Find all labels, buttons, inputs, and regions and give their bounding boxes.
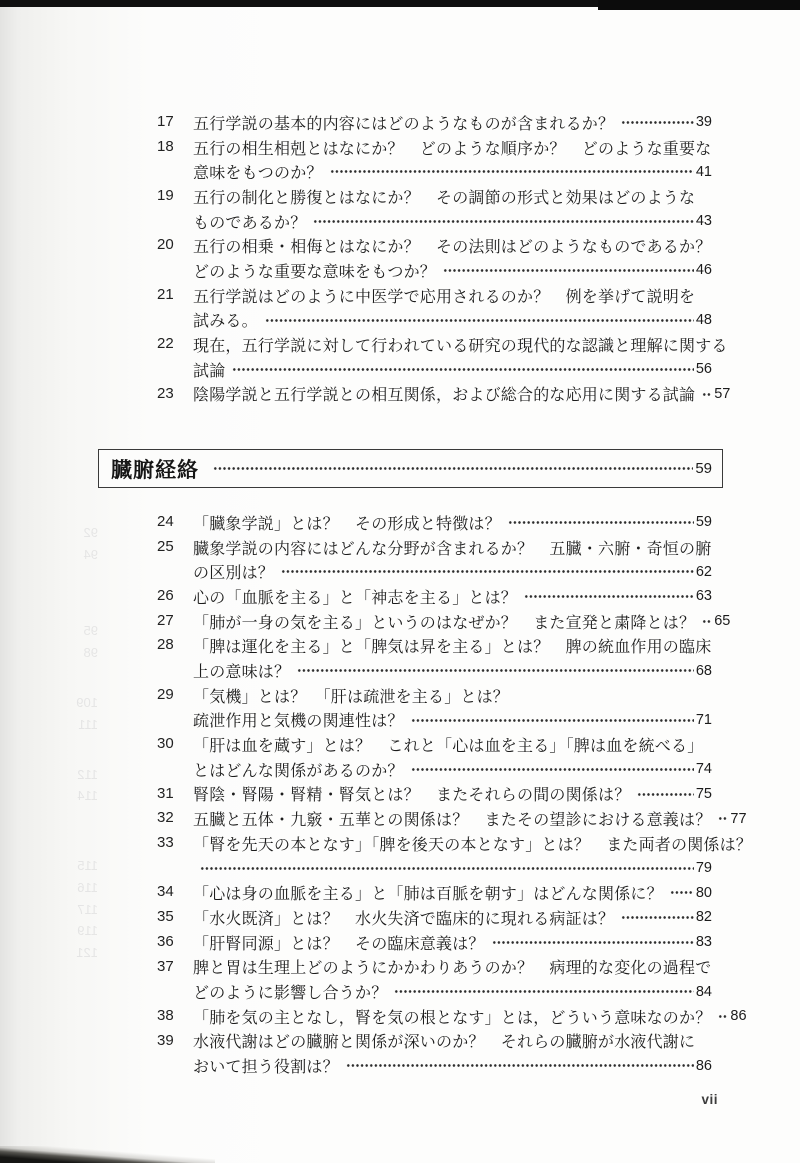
entry-page-number: 77: [730, 810, 747, 827]
showthrough-page-number: 109: [76, 695, 98, 710]
entry-text: 水液代謝はどの臓腑と関係が深いのか？ それらの臓腑が水液代謝に: [193, 1034, 696, 1052]
toc-entry: [157, 332, 728, 381]
toc-entry: [157, 732, 712, 781]
dot-leader: [621, 110, 694, 135]
entry-text: 五行の相乗・相侮とはなにか？ その法則はどのようなものであるか？: [193, 239, 712, 257]
entry-text: 「肝腎同源」とは？ その臨床意義は？: [193, 935, 485, 953]
entry-line: [193, 209, 712, 234]
dot-leader: [670, 880, 694, 905]
entry-page-number: 56: [695, 361, 712, 378]
toc-entry: [157, 535, 712, 584]
toc-entry: [157, 955, 712, 1004]
entry-line: [193, 382, 731, 407]
entry-line: [193, 308, 712, 333]
toc-entry: [157, 110, 712, 135]
entry-number: 25: [157, 537, 174, 555]
toc-entry: [157, 510, 712, 535]
entry-text: 「心は身の血脈を主る」と「肺は百脈を朝す」はどんな関係に？: [193, 886, 663, 904]
toc-entry: [157, 905, 712, 930]
entry-line: [193, 708, 712, 733]
entry-page-number: 80: [695, 884, 712, 901]
showthrough-page-number: 115: [77, 858, 98, 873]
entry-text: 上の意味は？: [193, 664, 291, 682]
entry-text: ものであるか？: [193, 214, 307, 232]
entry-number: 23: [157, 384, 174, 402]
entry-text: 臓象学説の内容にはどんな分野が含まれるか？ 五臓・六腑・奇恒の腑: [193, 540, 712, 558]
showthrough-page-number: 98: [83, 645, 98, 660]
entry-text: 試論: [193, 362, 226, 380]
entry-text: どのような重要な意味をもつか？: [193, 263, 437, 281]
entry-line: [193, 979, 712, 1004]
entry-line: [193, 1029, 712, 1054]
dot-leader: [508, 510, 694, 535]
folio-page-number: vii: [701, 1092, 718, 1107]
toc-list-main: [157, 510, 753, 1078]
entry-text: おいて担う役割は？: [193, 1059, 339, 1077]
dot-leader: [702, 382, 712, 407]
entry-page-number: 39: [695, 114, 712, 131]
entry-number: 30: [157, 735, 174, 753]
entry-text: 脾と胃は生理上どのようにかかわりあうのか？ 病理的な変化の過程で: [193, 960, 712, 978]
entry-page-number: 71: [695, 711, 712, 728]
entry-line: [193, 233, 712, 258]
dot-leader: [313, 209, 693, 234]
entry-line: [193, 332, 728, 357]
entry-page-number: 86: [695, 1057, 712, 1074]
entry-line: [193, 757, 712, 782]
entry-text: どのように影響し合うか？: [193, 985, 388, 1003]
showthrough-page-number: 114: [77, 788, 98, 803]
toc-entry: [157, 880, 712, 905]
entry-line: [193, 806, 747, 831]
showthrough-page-number: 111: [78, 717, 98, 732]
toc-list-upper: [157, 110, 731, 406]
entry-page-number: 65: [714, 613, 731, 630]
dot-leader: [492, 930, 694, 955]
entry-number: 18: [157, 137, 174, 155]
dot-leader: [718, 1004, 728, 1029]
toc-entry: [157, 233, 712, 282]
dot-leader: [411, 708, 694, 733]
entry-text: 「臓象学説」とは？ その形成と特徴は？: [193, 515, 501, 533]
entry-line: [193, 283, 712, 308]
dot-leader: [411, 757, 694, 782]
toc-entry: [157, 930, 712, 955]
dot-leader: [265, 308, 694, 333]
entry-number: 22: [157, 335, 174, 353]
entry-page-number: 43: [695, 213, 712, 230]
toc-entry: [157, 782, 712, 807]
entry-text: 腎陰・腎陽・腎精・腎気とは？ またそれらの間の関係は？: [193, 787, 631, 805]
entry-page-number: 46: [695, 262, 712, 279]
showthrough-page-number: 116: [77, 880, 98, 895]
entry-line: [193, 856, 712, 881]
toc-entry: [157, 831, 753, 880]
entry-number: 38: [157, 1006, 174, 1024]
showthrough-page-number: 95: [83, 623, 98, 638]
dot-leader: [213, 450, 693, 487]
entry-text: 陰陽学説と五行学説との相互関係，および総合的な応用に関する試論: [193, 387, 696, 405]
entry-page-number: 74: [695, 761, 712, 778]
entry-number: 39: [157, 1031, 174, 1049]
toc-entry: [157, 135, 712, 184]
toc-entry: [157, 806, 747, 831]
entry-text: とはどんな関係があるのか？: [193, 762, 404, 780]
toc-entry: [157, 609, 731, 634]
entry-line: [193, 905, 712, 930]
entry-page-number: 75: [695, 785, 712, 802]
entry-page-number: 63: [695, 588, 712, 605]
entry-page-number: 57: [714, 385, 731, 402]
scan-top-edge-right: [598, 0, 800, 10]
dot-leader: [621, 905, 694, 930]
showthrough-page-number: 112: [77, 767, 98, 782]
entry-number: 32: [157, 809, 174, 827]
entry-text: 五臓と五体・九竅・五華との関係は？ またその望診における意義は？: [193, 812, 712, 830]
dot-leader: [394, 979, 693, 1004]
entry-text: 「脾は運化を主る」と「脾気は昇を主る」とは？ 脾の統血作用の臨床: [193, 639, 712, 657]
toc-entry: [157, 1004, 747, 1029]
entry-number: 26: [157, 587, 174, 605]
entry-page-number: 41: [695, 163, 712, 180]
entry-line: [193, 135, 712, 160]
entry-line: [193, 683, 712, 708]
entry-text: の区別は？: [193, 565, 275, 583]
entry-line: [193, 357, 712, 382]
showthrough-page-number: 119: [77, 923, 98, 938]
entry-number: 34: [157, 883, 174, 901]
dot-leader: [718, 806, 728, 831]
entry-page-number: 48: [695, 311, 712, 328]
entry-text: 「腎を先天の本となす」「脾を後天の本となす」とは？ また両者の関係は？: [193, 836, 753, 854]
entry-page-number: 83: [695, 934, 712, 951]
entry-line: [193, 831, 753, 856]
dot-leader: [297, 658, 694, 683]
entry-text: 「気機」とは？ 「肝は疏泄を主る」とは？: [193, 688, 510, 706]
toc-entry: [157, 584, 712, 609]
entry-line: [193, 110, 712, 135]
dot-leader: [200, 856, 694, 881]
entry-page-number: 79: [695, 860, 712, 877]
entry-line: [193, 782, 712, 807]
entry-text: 「水火既済」とは？ 水火失済で臨床的に現れる病証は？: [193, 910, 615, 928]
showthrough-page-number: 94: [83, 547, 98, 562]
entry-number: 19: [157, 187, 174, 205]
entry-text: 五行の制化と勝復とはなにか？ その調節の形式と効果はどのような: [193, 189, 696, 207]
showthrough-page-number: 121: [76, 945, 98, 960]
entry-text: 試みる。: [193, 313, 258, 331]
entry-line: [193, 159, 712, 184]
entry-text: 現在，五行学説に対して行われている研究の現代的な認識と理解に関する: [193, 338, 728, 356]
toc-entry: [157, 184, 712, 233]
entry-page-number: 84: [695, 983, 712, 1000]
section-title: 臓腑経絡: [111, 458, 199, 482]
entry-number: 31: [157, 784, 174, 802]
entry-text: 「肺が一身の気を主る」というのはなぜか？ また宣発と粛降とは？: [193, 614, 696, 632]
entry-number: 37: [157, 957, 174, 975]
entry-line: [193, 559, 712, 584]
entry-line: [193, 732, 712, 757]
entry-number: 33: [157, 834, 174, 852]
entry-line: [193, 1053, 712, 1078]
entry-line: [193, 609, 731, 634]
entry-line: [193, 258, 712, 283]
toc-entry: [157, 633, 712, 682]
entry-text: 心の「血脈を主る」と「神志を主る」とは？: [193, 589, 518, 607]
dot-leader: [443, 258, 694, 283]
entry-text: 「肝は血を蔵す」とは？ これと「心は血を主る」「脾は血を統べる」: [193, 738, 704, 756]
entry-text: 五行学説はどのように中医学で応用されるのか？ 例を挙げて説明を: [193, 288, 696, 306]
entry-text: 「肺を気の主となし，腎を気の根となす」とは，どういう意味なのか？: [193, 1009, 712, 1027]
dot-leader: [281, 559, 694, 584]
dot-leader: [702, 609, 712, 634]
toc-entry: [157, 683, 712, 732]
entry-number: 20: [157, 236, 174, 254]
entry-line: [193, 184, 712, 209]
toc-entry: [157, 283, 712, 332]
entry-number: 27: [157, 611, 174, 629]
entry-number: 28: [157, 636, 174, 654]
entry-line: [193, 510, 712, 535]
toc-entry: [157, 382, 731, 407]
entry-line: [193, 535, 712, 560]
entry-number: 36: [157, 932, 174, 950]
entry-number: 17: [157, 113, 174, 130]
entry-line: [193, 930, 712, 955]
showthrough-page-number: 117: [77, 902, 98, 917]
entry-line: [193, 584, 712, 609]
entry-line: [193, 880, 712, 905]
entry-line: [193, 1004, 747, 1029]
section-page-number: 59: [695, 460, 712, 477]
showthrough-page-number: 92: [83, 525, 98, 540]
entry-number: 29: [157, 685, 174, 703]
entry-page-number: 68: [695, 662, 712, 679]
entry-text: 五行の相生相剋とはなにか？ どのような順序か？ どのような重要な: [193, 140, 712, 158]
entry-number: 35: [157, 908, 174, 926]
entry-line: [193, 955, 712, 980]
scan-bottom-left-shadow: [0, 1146, 215, 1163]
entry-number: 24: [157, 513, 174, 530]
entry-page-number: 86: [730, 1008, 747, 1025]
toc-entry: [157, 1029, 712, 1078]
dot-leader: [346, 1053, 694, 1078]
entry-line: [193, 658, 712, 683]
entry-text: 五行学説の基本的内容にはどのようなものが含まれるか？: [193, 115, 615, 133]
entry-page-number: 59: [695, 514, 712, 531]
dot-leader: [524, 584, 694, 609]
entry-line: [193, 633, 712, 658]
entry-text: 意味をもつのか？: [193, 165, 323, 183]
entry-text: 疏泄作用と気機の関連性は？: [193, 713, 404, 731]
entry-page-number: 82: [695, 909, 712, 926]
dot-leader: [637, 782, 693, 807]
dot-leader: [232, 357, 693, 382]
dot-leader: [330, 159, 694, 184]
section-header-box: [98, 449, 723, 488]
entry-number: 21: [157, 285, 174, 303]
entry-page-number: 62: [695, 563, 712, 580]
